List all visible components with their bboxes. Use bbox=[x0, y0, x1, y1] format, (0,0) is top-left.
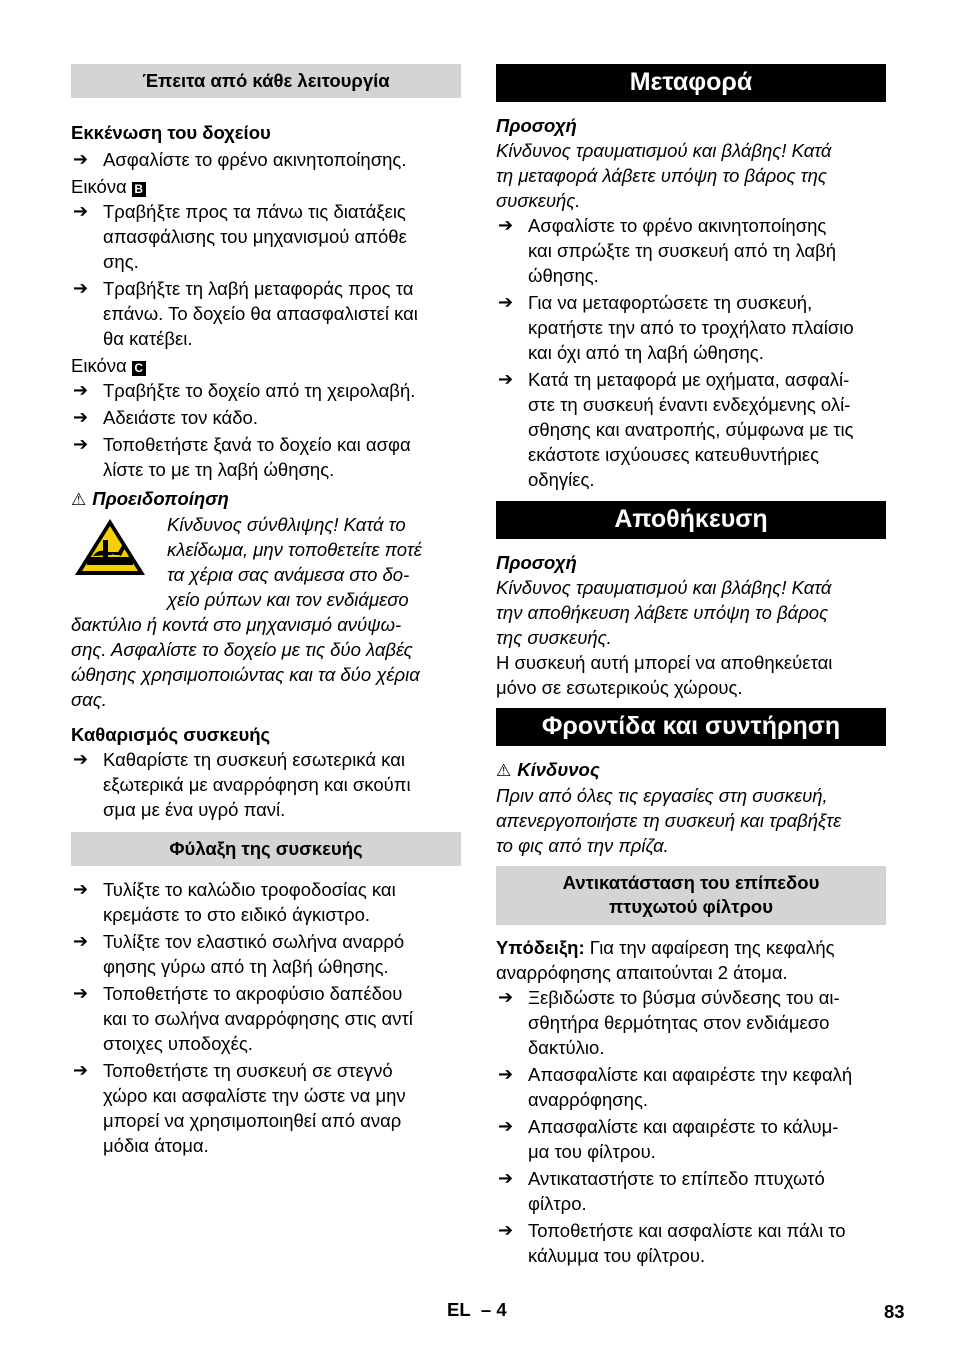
arrow-right-icon: ➔ bbox=[73, 1060, 89, 1080]
transport-heading: Μεταφορά bbox=[496, 64, 886, 102]
list-item: ➔ Τοποθετήστε τη συσκευή σε στεγνό χώρο και ασφαλίστε την ώστε να μην μπορεί να χρησιμοποιηθεί από αναρ μόδια άτομα. bbox=[73, 1060, 406, 1156]
left-column bbox=[71, 64, 461, 1158]
list-item: ➔ Ξεβιδώστε το βύσμα σύνδεσης του αι- σθητήρα θερμότητας στον ενδιάμεσο δακτύλιο. bbox=[498, 987, 840, 1058]
arrow-right-icon: ➔ bbox=[498, 369, 514, 389]
arrow-right-icon: ➔ bbox=[73, 149, 89, 169]
arrow-right-icon: ➔ bbox=[498, 1116, 514, 1136]
list-item: ➔ Τυλίξτε τον ελαστικό σωλήνα αναρρό φησης γύρω από τη λαβή ώθησης. bbox=[73, 931, 405, 977]
care-maintenance-heading: Φροντίδα και συντήρηση bbox=[496, 708, 886, 746]
list-item: ➔ Κατά τη μεταφορά με οχήματα, ασφαλί- στε τη συσκευή έναντι ενδεχόμενης ολί- σθησης και ανατροπής, σύμφωνα με τις εκάστοτε ισχύουσες κατευθυντήριες οδηγίες. bbox=[498, 369, 854, 490]
arrow-right-icon: ➔ bbox=[73, 201, 89, 221]
hand-crush-icon bbox=[73, 516, 147, 578]
arrow-right-icon: ➔ bbox=[73, 380, 89, 400]
list-item: ➔ Τραβήξτε προς τα πάνω τις διατάξεις απασφάλισης του μηχανισμού απόθε σης. bbox=[73, 201, 407, 272]
list-item: ➔ Τραβήξτε τη λαβή μεταφοράς προς τα επάνω. Το δοχείο θα απασφαλιστεί και θα κατέβει. bbox=[73, 278, 418, 349]
cleaning-subheading: Καθαρισμός συσκευής bbox=[71, 724, 271, 745]
warning-title: Προειδοποίηση bbox=[92, 488, 229, 509]
list-item: ➔ Αντικαταστήστε το επίπεδο πτυχωτό φίλτρο. bbox=[498, 1168, 825, 1214]
device-storage-heading: Φύλαξη της συσκευής bbox=[71, 832, 461, 866]
footer-section-label: EL – 4 bbox=[447, 1299, 507, 1320]
warning-triangle-icon: ⚠ bbox=[496, 761, 512, 780]
arrow-right-icon: ➔ bbox=[73, 278, 89, 298]
list-item: ➔ Ασφαλίστε το φρένο ακινητοποίησης και σπρώξτε τη συσκευή από τη λαβή ώθησης. bbox=[498, 215, 837, 286]
list-item: ➔ Τοποθετήστε ξανά το δοχείο και ασφα λίστε το με τη λαβή ώθησης. bbox=[73, 434, 411, 480]
emptying-subheading: Εκκένωση του δοχείου bbox=[71, 122, 271, 143]
arrow-right-icon: ➔ bbox=[73, 931, 89, 951]
list-item: ➔ Ασφαλίστε το φρένο ακινητοποίησης. bbox=[73, 149, 407, 170]
figure-letter-badge: B bbox=[132, 182, 146, 197]
list-item: ➔ Τοποθετήστε και ασφαλίστε και πάλι το κάλυμμα του φίλτρου. bbox=[498, 1220, 846, 1266]
caution-label: Προσοχή bbox=[496, 552, 577, 573]
filter-replacement-heading: Αντικατάσταση του επίπεδου πτυχωτού φίλτρου bbox=[496, 866, 886, 925]
figure-reference: Εικόνα C bbox=[71, 353, 461, 378]
figure-letter-badge: C bbox=[132, 361, 146, 376]
arrow-right-icon: ➔ bbox=[73, 407, 89, 427]
storage-heading: Αποθήκευση bbox=[496, 501, 886, 539]
arrow-right-icon: ➔ bbox=[73, 983, 89, 1003]
arrow-right-icon: ➔ bbox=[498, 292, 514, 312]
list-item: ➔ Τυλίξτε το καλώδιο τροφοδοσίας και κρεμάστε το στο ειδικό άγκιστρο. bbox=[73, 879, 396, 925]
list-item: ➔ Τοποθετήστε το ακροφύσιο δαπέδου και το σωλήνα αναρρόφησης στις αντί στοιχες υποδοχές. bbox=[73, 983, 413, 1054]
list-item: ➔ Απασφαλίστε και αφαιρέστε την κεφαλή αναρρόφησης. bbox=[498, 1064, 853, 1110]
page-number: 83 bbox=[884, 1301, 905, 1322]
arrow-right-icon: ➔ bbox=[498, 1168, 514, 1188]
crush-warning: ⚠ Προειδοποίηση Κίνδυνος σύνθλιψης! Κατά το κλείδωμα, μην τοποθετείτε ποτέ τα χέρια σας ανάμεσα στο δο- χείο ρύπων και τον ενδιάμεσο δακτύλιο ή κοντά στο μηχανισμό ανύψω- σης. Ασφαλίστε το δοχείο με τις δύο λαβές ώθησης χρησιμοποιώντας και τα δύο χέρια σας. bbox=[71, 488, 422, 710]
arrow-right-icon: ➔ bbox=[498, 1220, 514, 1240]
list-item: ➔ Καθαρίστε τη συσκευή εσωτερικά και εξωτερικά με αναρρόφηση και σκούπι σμα με ένα υγρό πανί. bbox=[73, 749, 411, 820]
arrow-right-icon: ➔ bbox=[73, 434, 89, 454]
arrow-right-icon: ➔ bbox=[73, 879, 89, 899]
after-each-use-heading: Έπειτα από κάθε λειτουργία bbox=[71, 64, 461, 98]
caution-label: Προσοχή bbox=[496, 115, 577, 136]
note: Υπόδειξη: Για την αφαίρεση της κεφαλής bbox=[496, 937, 835, 958]
list-item: ➔ Αδειάστε τον κάδο. bbox=[73, 407, 258, 428]
warning-triangle-icon: ⚠ bbox=[71, 490, 87, 509]
arrow-right-icon: ➔ bbox=[498, 1064, 514, 1084]
list-item: ➔ Απασφαλίστε και αφαιρέστε το κάλυμ- μα του φίλτρου. bbox=[498, 1116, 839, 1162]
danger-label: Κίνδυνος bbox=[517, 759, 600, 780]
arrow-right-icon: ➔ bbox=[73, 749, 89, 769]
list-item: ➔ Για να μεταφορτώσετε τη συσκευή, κρατήστε την από το τροχήλατο πλαίσιο και όχι από τη λαβή ώθησης. bbox=[498, 292, 854, 363]
right-column: Μεταφορά Προσοχή Κίνδυνος τραυματισμού και βλάβης! Κατά τη μεταφορά λάβετε υπόψη το βάρος της συσκευής. ➔ Ασφαλίστε το φρένο ακινητοποίησης και σπρώξτε τη συσκευή από τη λαβή ώθησης. ➔ Για να μεταφορτώσετε τη συσκευή, κρατήστε την από το τροχήλατο πλαίσιο και όχι από τη λαβή ώθησης. ➔ Κατά τη μεταφορά με οχήματα, ασφαλί- στε τη συσκευή έναντι ενδεχόμενης ολί- σθησης και ανατροπής, σύμφωνα με τις εκάστοτε ισχύουσες κατευθυντήριες οδηγίες. Αποθήκευση Προσοχή Κίνδυνος τραυματισμού και βλάβης! Κατά την αποθήκευση λάβετε υπόψη το βάρος της συσκευής. Η συσκευή αυτή μπορεί να αποθηκεύεται μόνο σε εσωτερικούς χώρους. Φροντίδα και συντήρηση ⚠ Κίνδυνος Πριν από όλες τις εργασίες στη συσκευή, απενεργοποιήστε τη συσκευή και τραβήξτε το φις από την πρίζα. Αντικατάσταση του επίπεδου πτυχωτού φίλτρου Υπόδειξη: Για την αφαίρεση της κεφαλής αναρρόφησης απαιτούνται 2 άτομα. ➔ Ξεβιδώστε το βύσμα σύνδεσης του αι- σθητήρα θερμότητας στον ενδιάμεσο δακτύλιο. ➔ Απασφαλίστε και αφαιρέστε την κεφαλή αναρρόφησης. ➔ Απασφαλίστε και αφαιρέστε το κάλυμ- μα του φίλτρου. ➔ Αντικαταστήστε το επίπεδο πτυχωτό φίλτρο. ➔ Τοποθετήστε και ασφαλίστε και πάλι το κάλυμμα του φίλτρου. bbox=[496, 64, 886, 1268]
arrow-right-icon: ➔ bbox=[498, 987, 514, 1007]
list-item: ➔ Τραβήξτε το δοχείο από τη χειρολαβή. bbox=[73, 380, 416, 401]
figure-reference: Εικόνα B bbox=[71, 174, 461, 199]
arrow-right-icon: ➔ bbox=[498, 215, 514, 235]
